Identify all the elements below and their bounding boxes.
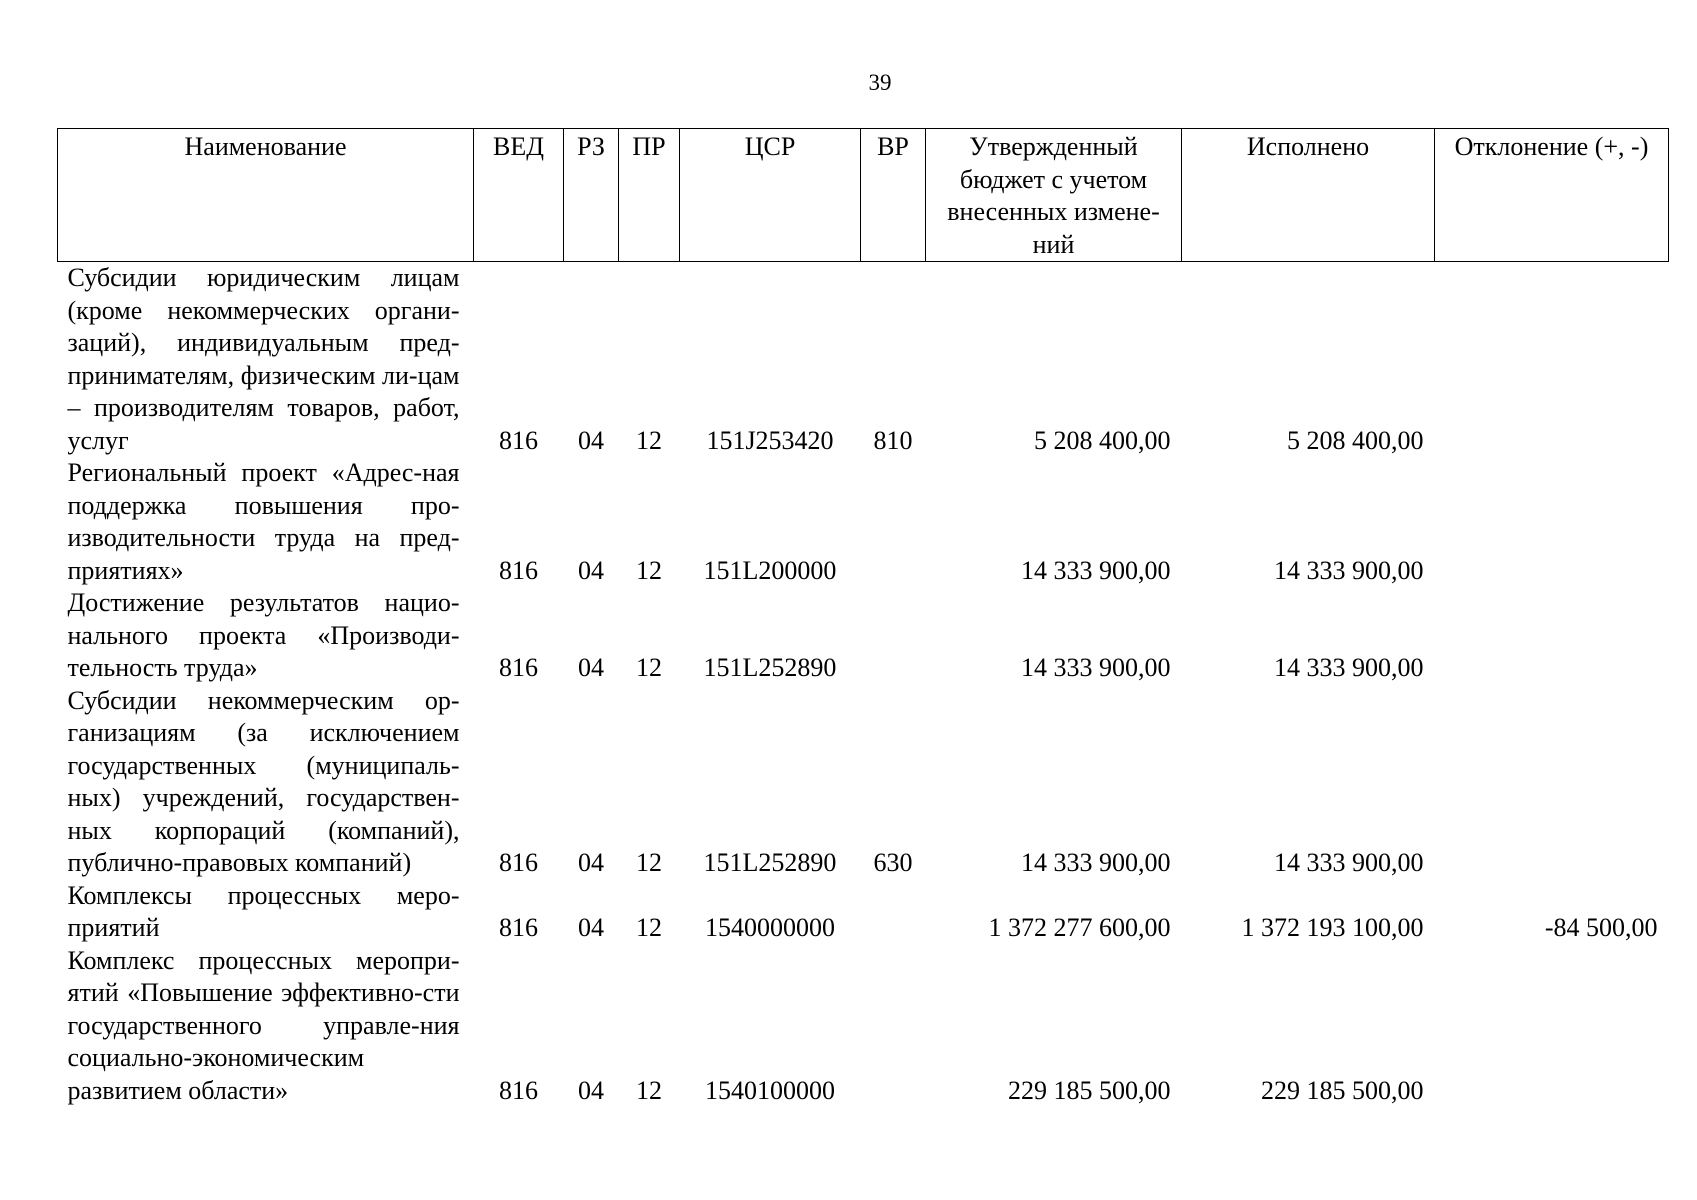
row-name: Комплексы процессных меро-приятий <box>67 880 460 942</box>
row-pr: 12 <box>636 913 662 942</box>
header-ved: ВЕД <box>474 129 564 262</box>
row-pr: 12 <box>636 1075 662 1105</box>
row-vr <box>861 587 926 685</box>
row-deviation <box>1435 587 1669 685</box>
row-approved: 5 208 400,00 <box>1034 425 1171 455</box>
row-rz: 04 <box>578 913 604 942</box>
row-executed: 5 208 400,00 <box>1287 425 1424 455</box>
header-approved: Утвержденный бюджет с учетом внесенных измене-ний <box>926 129 1182 262</box>
header-rz: РЗ <box>564 129 619 262</box>
row-executed: 1 372 193 100,00 <box>1241 913 1424 942</box>
row-csr: 1540100000 <box>705 1075 835 1105</box>
row-ved: 816 <box>499 425 538 455</box>
row-csr: 151J253420 <box>706 425 834 455</box>
table-row <box>58 457 1669 587</box>
header-vr: ВР <box>861 129 926 262</box>
table-row <box>58 262 1669 458</box>
header-name: Наименование <box>58 129 474 262</box>
row-name: Комплекс процессных меропри-ятий «Повышение эффективно-сти государственного управле-ния социально-экономическим развитием области» <box>67 945 460 1105</box>
row-vr: 810 <box>873 425 913 455</box>
row-deviation <box>1435 685 1669 880</box>
table-row <box>58 945 1669 1108</box>
row-csr: 151L200000 <box>703 555 837 585</box>
row-deviation <box>1435 457 1669 587</box>
row-deviation: -84 500,00 <box>1544 913 1658 942</box>
row-vr: 630 <box>873 848 913 877</box>
row-approved: 229 185 500,00 <box>1008 1075 1171 1105</box>
row-ved: 816 <box>499 555 538 585</box>
row-executed: 14 333 900,00 <box>1274 653 1424 682</box>
table-row <box>58 587 1669 685</box>
row-rz: 04 <box>578 1075 604 1105</box>
row-csr: 151L252890 <box>703 848 837 877</box>
row-csr: 1540000000 <box>705 913 835 942</box>
row-approved: 14 333 900,00 <box>1021 848 1171 877</box>
row-deviation <box>1435 945 1669 1108</box>
page-number: 39 <box>868 70 892 95</box>
row-pr: 12 <box>636 848 662 877</box>
row-executed: 14 333 900,00 <box>1274 848 1424 877</box>
row-pr: 12 <box>636 653 662 682</box>
row-pr: 12 <box>636 425 662 455</box>
header-row <box>58 129 1669 262</box>
row-approved: 14 333 900,00 <box>1021 555 1171 585</box>
row-executed: 14 333 900,00 <box>1274 555 1424 585</box>
header-executed: Исполнено <box>1182 129 1435 262</box>
row-approved: 14 333 900,00 <box>1021 653 1171 682</box>
row-approved: 1 372 277 600,00 <box>988 913 1171 942</box>
row-csr: 151L252890 <box>703 653 837 682</box>
row-vr <box>861 457 926 587</box>
header-csr: ЦСР <box>680 129 861 262</box>
header-pr: ПР <box>619 129 680 262</box>
row-vr <box>861 945 926 1108</box>
row-ved: 816 <box>499 913 538 942</box>
row-name: Региональный проект «Адрес-ная поддержка повышения про-изводительности труда на пред-приятиях» <box>67 458 460 585</box>
budget-table <box>57 128 1669 1107</box>
table-row <box>58 880 1669 945</box>
row-name: Субсидии юридическим лицам (кроме некоммерческих органи-заций), индивидуальным пред-принимателям, физическим ли-цам – производителям товаров, работ, услуг <box>67 263 460 455</box>
row-pr: 12 <box>636 555 662 585</box>
row-rz: 04 <box>578 848 604 877</box>
row-vr <box>861 880 926 945</box>
row-ved: 816 <box>499 1075 538 1105</box>
row-rz: 04 <box>578 425 604 455</box>
row-executed: 229 185 500,00 <box>1261 1075 1424 1105</box>
row-rz: 04 <box>578 555 604 585</box>
row-rz: 04 <box>578 653 604 682</box>
header-deviation: Отклонение (+, -) <box>1435 129 1669 262</box>
row-name: Достижение результатов нацио-нального проекта «Производи-тельность труда» <box>67 588 460 682</box>
row-ved: 816 <box>499 848 538 877</box>
row-deviation <box>1435 262 1669 458</box>
row-ved: 816 <box>499 653 538 682</box>
table-row <box>58 685 1669 880</box>
row-name: Субсидии некоммерческим ор-ганизациям (за исключением государственных (муниципаль-ных) учреждений, государствен-ных корпораций (компаний), публично-правовых компаний) <box>67 685 460 877</box>
